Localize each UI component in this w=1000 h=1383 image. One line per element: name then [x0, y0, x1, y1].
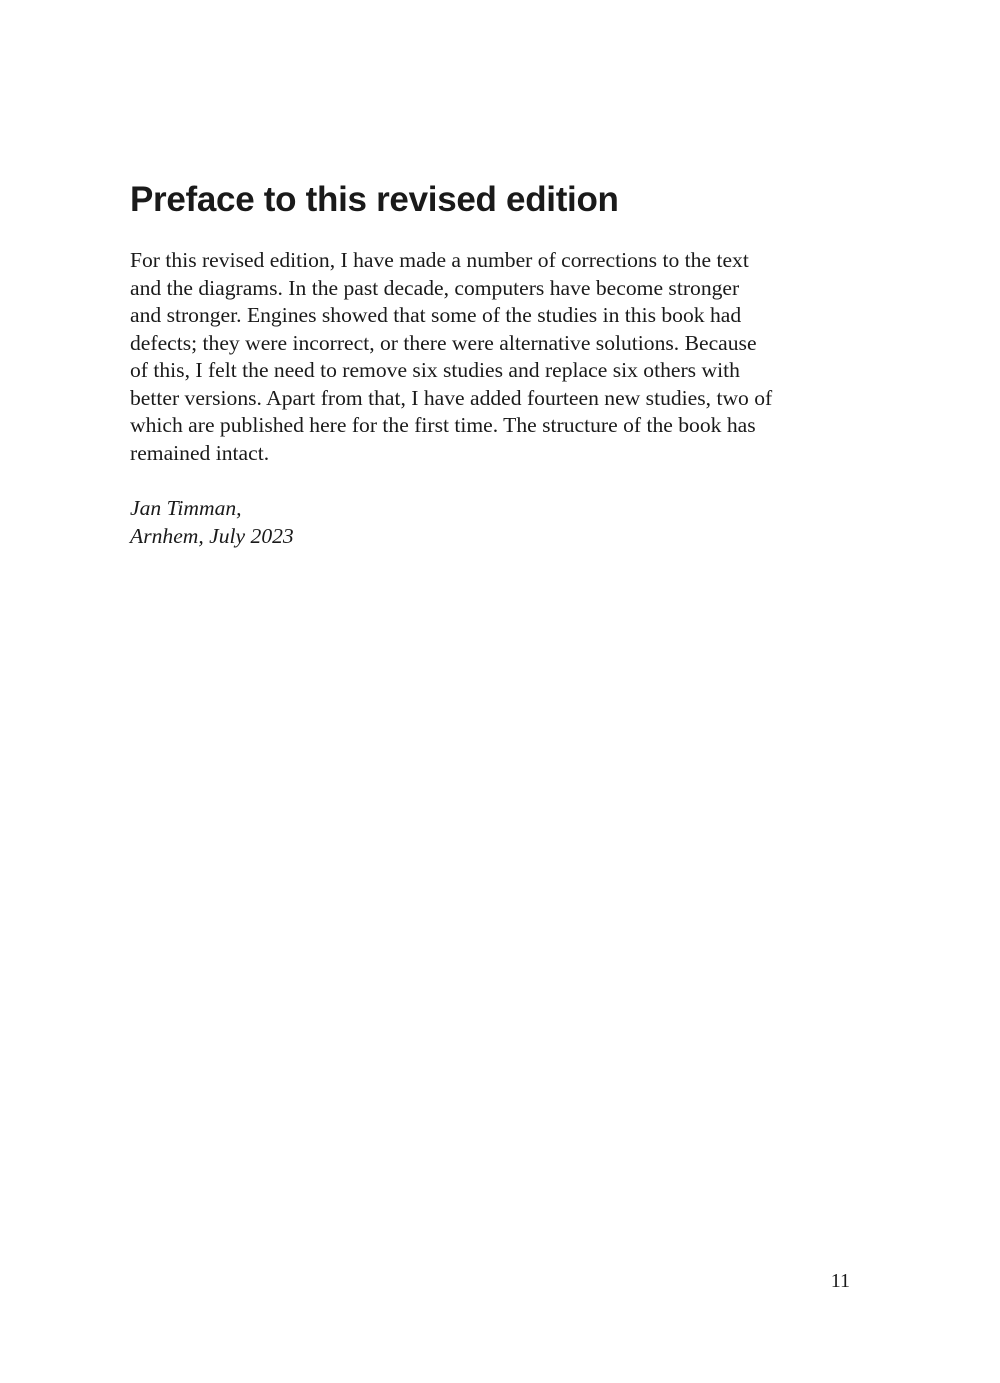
preface-paragraph: [130, 247, 870, 467]
paragraph-line: of this, I felt the need to remove six studies and replace six others with: [130, 358, 740, 382]
paragraph-line: better versions. Apart from that, I have added fourteen new studies, two of: [130, 385, 773, 410]
author-name: Jan Timman,: [130, 496, 242, 520]
page-number: 11: [830, 1270, 850, 1292]
paragraph-line: remained intact.: [130, 440, 270, 465]
page-title: Preface to this revised edition: [130, 180, 619, 219]
place-and-date: Arnhem, July 2023: [130, 524, 294, 548]
paragraph-line: For this revised edition, I have made a number of corrections to the text: [130, 248, 749, 272]
paragraph-line: defects; they were incorrect, or there were alternative solutions. Because: [130, 330, 757, 355]
signature-block: [130, 494, 294, 550]
paragraph-line: and stronger. Engines showed that some of the studies in this book had: [130, 303, 742, 327]
paragraph-line: and the diagrams. In the past decade, computers have become stronger: [130, 275, 740, 300]
paragraph-line: which are published here for the first time. The structure of the book has: [130, 413, 756, 437]
